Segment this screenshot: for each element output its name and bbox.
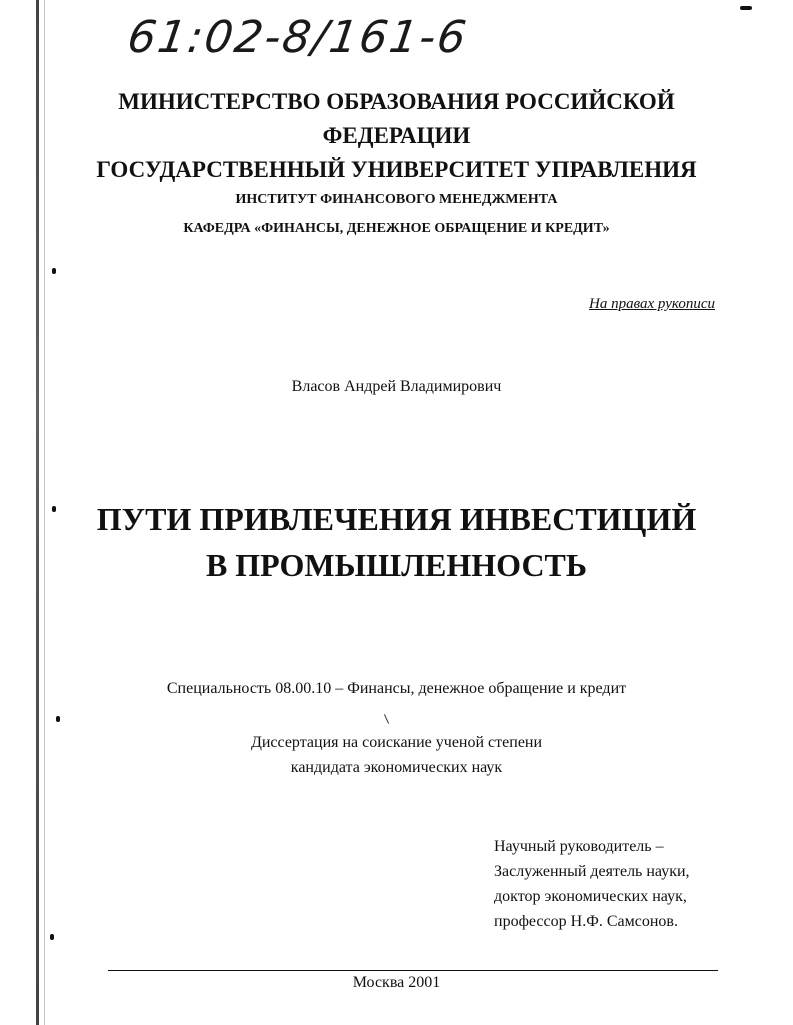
advisor-line2: Заслуженный деятель науки, <box>494 863 690 880</box>
degree-line2: кандидата экономических наук <box>290 759 503 776</box>
scan-mark <box>384 714 389 723</box>
dissertation-title-line2: В ПРОМЫШЛЕННОСТЬ <box>205 547 588 583</box>
author-name: Власов Андрей Владимирович <box>291 378 502 395</box>
specialty-line: Специальность 08.00.10 – Финансы, денежное обращение и кредит <box>166 680 627 697</box>
department-heading: КАФЕДРА «ФИНАНСЫ, ДЕНЕЖНОЕ ОБРАЩЕНИЕ И КРЕДИТ» <box>183 221 610 236</box>
scientific-advisor-block <box>494 834 690 934</box>
advisor-line3: доктор экономических наук, <box>494 888 687 905</box>
manuscript-rights-note: На правах рукописи <box>589 296 715 312</box>
ministry-heading-line1: МИНИСТЕРСТВО ОБРАЗОВАНИЯ РОССИЙСКОЙ <box>118 89 675 114</box>
scan-speck <box>740 6 752 10</box>
degree-line1: Диссертация на соискание ученой степени <box>250 734 543 751</box>
advisor-line4: профессор Н.Ф. Самсонов. <box>494 913 678 930</box>
city-year: Москва 2001 <box>352 974 441 991</box>
scan-speck <box>52 268 56 274</box>
ministry-heading-line2: ФЕДЕРАЦИИ <box>322 123 471 148</box>
dissertation-degree-block <box>0 730 793 780</box>
scan-speck <box>50 934 54 940</box>
archive-code-handwritten: 61:02-8/161-6 <box>124 12 471 63</box>
scan-speck <box>56 716 60 722</box>
advisor-line1: Научный руководитель – <box>494 838 664 855</box>
footer-divider <box>108 970 718 971</box>
dissertation-title-line1: ПУТИ ПРИВЛЕЧЕНИЯ ИНВЕСТИЦИЙ <box>96 501 697 537</box>
institute-heading: ИНСТИТУТ ФИНАНСОВОГО МЕНЕДЖМЕНТА <box>235 192 558 207</box>
university-heading: ГОСУДАРСТВЕННЫЙ УНИВЕРСИТЕТ УПРАВЛЕНИЯ <box>96 157 697 182</box>
